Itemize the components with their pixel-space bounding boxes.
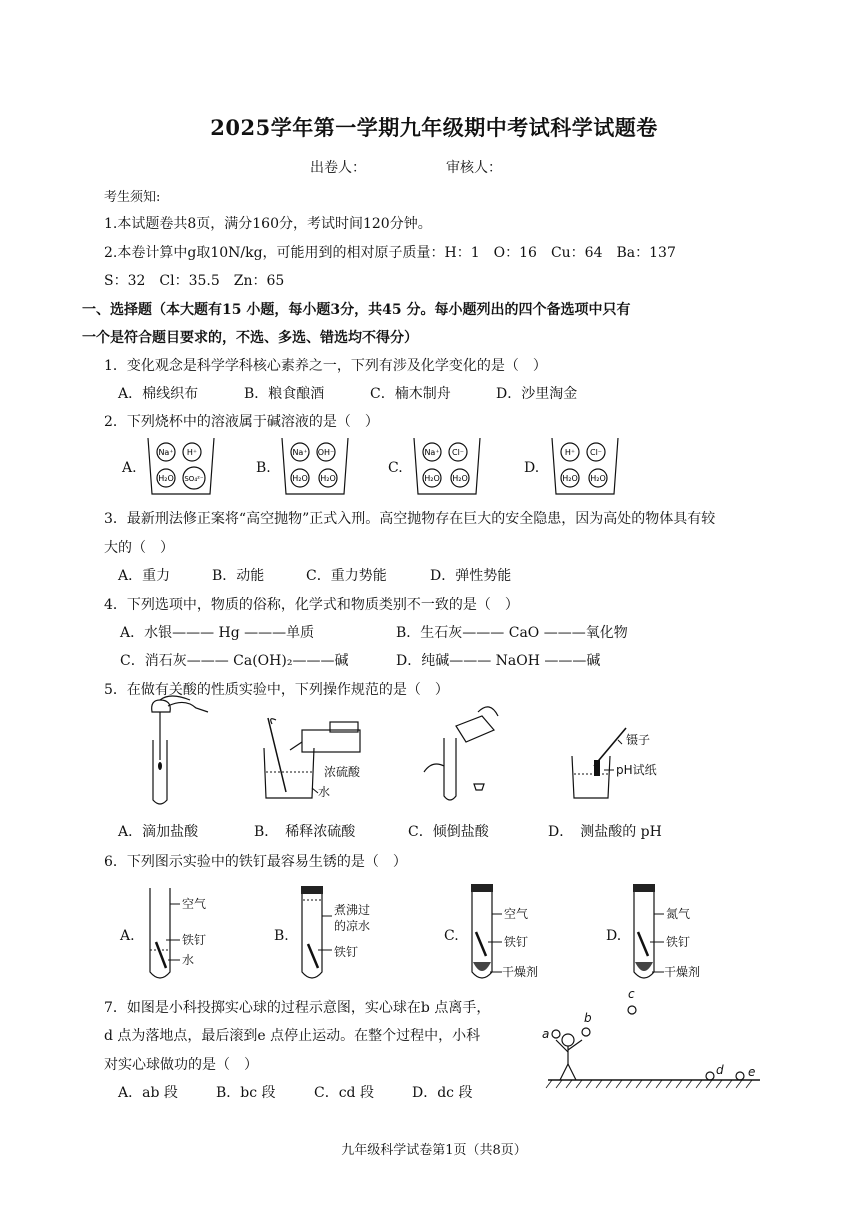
ball-c [628,1006,636,1014]
q7-option-a: A．ab 段 [118,1085,178,1101]
ion-label: H₂O [562,474,578,483]
point-d: d [716,1063,724,1077]
section-heading-line-2: 一个是符合题目要求的，不选、多选、错选均不得分） [82,330,418,346]
q5-option-a: A．滴加盐酸 [118,824,199,840]
point-c: c [628,987,635,1001]
ion-label: SO₄²⁻ [184,475,204,483]
label-desiccant-c: 干燥剂 [502,965,539,979]
ball-a [552,1030,560,1038]
author-label: 出卷人： [310,160,366,176]
q7-stem-line-2: d 点为落地点，最后滚到e 点停止运动。在整个过程中，小科 [104,1028,481,1044]
q5-option-c: C．倾倒盐酸 [408,824,489,840]
ion-label: H₂O [158,474,174,483]
label-nitrogen-d: 氮气 [666,907,691,921]
ion-label: H⁺ [564,448,576,457]
notice-line-2: 2.本卷计算中g取10N/kg，可能用到的相对原子质量：H：1 O：16 Cu：64 Ba：137 [104,245,676,261]
q4-option-d: D．纯碱——— NaOH ———碱 [396,653,601,669]
notice-line-1: 1.本试题卷共8页，满分160分，考试时间120分钟。 [104,216,432,232]
q3-option-d: D．弹性势能 [430,568,512,584]
q4-option-c: C．消石灰——— Ca(OH)₂———碱 [120,653,349,669]
ion-label: OH⁻ [317,448,335,457]
q3-stem-line-2: 大的（ ） [104,540,174,556]
q6-option-c: C. [444,928,459,944]
label-air-a: 空气 [182,897,207,911]
point-a: a [542,1027,550,1041]
ion-label: Na⁺ [158,448,174,457]
notice-heading: 考生须知: [104,190,161,205]
q6-option-b: B. [274,928,289,944]
page-footer: 九年级科学试卷第1页（共8页） [341,1143,527,1158]
q7-option-c: C．cd 段 [314,1085,374,1101]
ion-label: Cl⁻ [451,448,465,457]
ion-label: Na⁺ [424,448,440,457]
q1-stem: 1．变化观念是科学学科核心素养之一，下列有涉及化学变化的是（ ） [104,358,547,374]
q2-option-d: D. [524,460,540,476]
q3-option-b: B．动能 [212,568,265,584]
q6-option-d: D. [606,928,622,944]
label-ph-paper: pH试纸 [616,763,657,777]
label-water-a: 水 [182,953,195,967]
thrower-figure [556,1034,582,1080]
label-desiccant-d: 干燥剂 [664,965,701,979]
label-nail-c: 铁钉 [504,935,529,949]
q1-option-d: D．沙里淘金 [496,386,578,402]
label-boiled-2: 的凉水 [334,919,371,933]
q1-option-a: A．棉线织布 [118,386,199,402]
ion-label: H₂O [320,474,336,483]
q5-option-b: B． 稀释浓硫酸 [254,824,356,840]
q5-stem: 5．在做有关酸的性质实验中，下列操作规范的是（ ） [104,682,449,698]
q4-option-b: B．生石灰——— CaO ———氧化物 [396,625,628,641]
q3-option-a: A．重力 [118,568,171,584]
q1-option-b: B．粮食酿酒 [244,386,325,402]
q2-stem: 2．下列烧杯中的溶液属于碱溶液的是（ ） [104,414,379,430]
section-heading-line-1: 一、选择题（本大题有15 小题，每小题3分，共45 分。每小题列出的四个备选项中只有 [82,302,631,318]
notice-line-3: S：32 Cl：35.5 Zn：65 [104,273,285,289]
q6-option-a: A. [120,928,135,944]
q3-stem-line-1: 3．最新刑法修正案将“高空抛物”正式入刑。高空抛物存在巨大的安全隐患，因为高处的物体具有较 [104,511,716,527]
reviewer-label: 审核人： [446,160,502,176]
point-e: e [748,1065,756,1079]
ion-label: H⁺ [186,448,198,457]
ion-label: H₂O [424,474,440,483]
q2-option-c: C. [388,460,403,476]
label-nail-d: 铁钉 [666,935,691,949]
ball-e [736,1072,744,1080]
point-b: b [584,1011,592,1025]
ion-label: Na⁺ [292,448,308,457]
q1-option-c: C．楠木制舟 [370,386,451,402]
q5-option-d: D． 测盐酸的 pH [548,824,662,840]
q7-stem-line-3: 对实心球做功的是（ ） [104,1057,258,1073]
q3-option-c: C．重力势能 [306,568,387,584]
label-water: 水 [318,785,331,799]
page-title: 2025学年第一学期九年级期中考试科学试题卷 [210,115,658,140]
label-nail-b: 铁钉 [334,945,359,959]
q7-option-d: D．dc 段 [412,1085,473,1101]
ball-d [706,1072,714,1080]
ion-label: H₂O [590,474,606,483]
label-tweezers: 镊子 [626,733,651,747]
q4-option-a: A．水银——— Hg ———单质 [120,625,315,641]
q7-option-b: B．bc 段 [216,1085,276,1101]
label-boiled-1: 煮沸过 [334,903,371,917]
label-nail-a: 铁钉 [182,933,207,947]
label-air-c: 空气 [504,907,529,921]
q2-option-b: B. [256,460,271,476]
ball-b [582,1028,590,1036]
q4-stem: 4．下列选项中，物质的俗称，化学式和物质类别不一致的是（ ） [104,597,519,613]
q7-stem-line-1: 7．如图是小科投掷实心球的过程示意图，实心球在b 点离手， [104,1000,491,1016]
ion-label: H₂O [452,474,468,483]
q2-option-a: A. [122,460,137,476]
q6-stem: 6．下列图示实验中的铁钉最容易生锈的是（ ） [104,854,407,870]
ion-label: H₂O [292,474,308,483]
label-concentrated-acid: 浓硫酸 [324,765,361,779]
ion-label: Cl⁻ [589,448,603,457]
